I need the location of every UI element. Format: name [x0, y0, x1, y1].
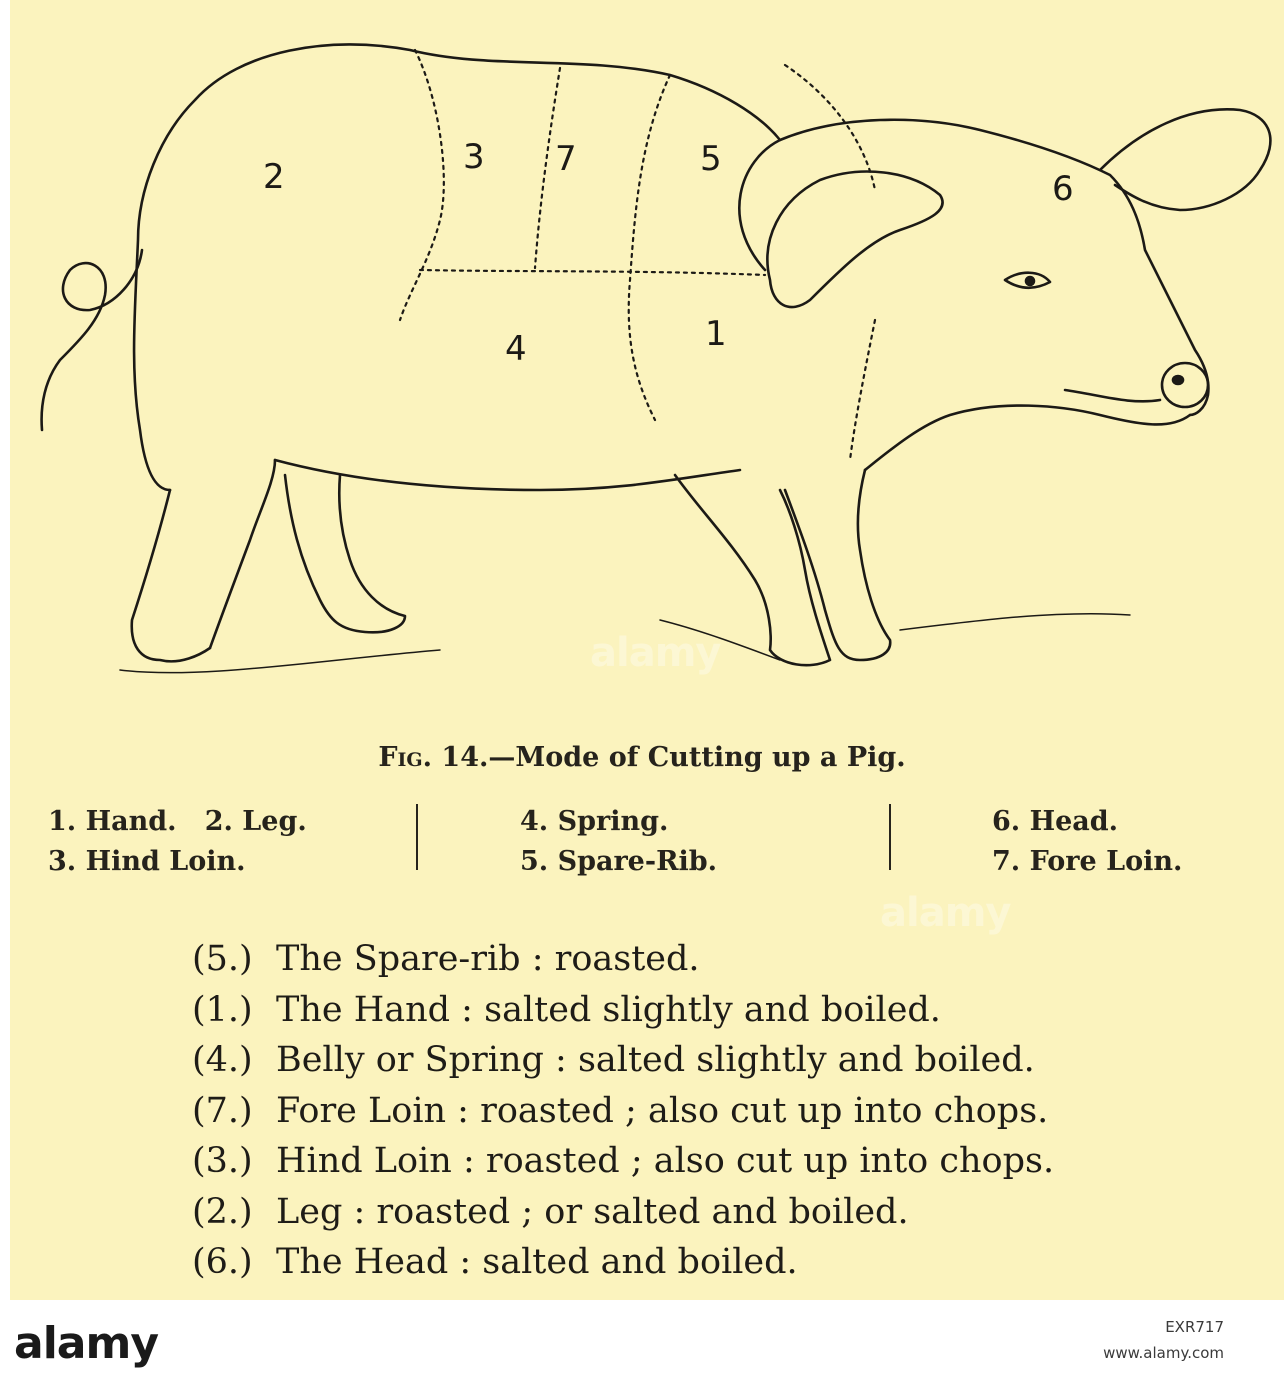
method-number: (3.)	[192, 1141, 253, 1181]
method-number: (1.)	[192, 989, 253, 1030]
cut-line	[400, 50, 444, 320]
stock-photo-footer	[0, 1300, 1284, 1390]
pig-cutting-diagram	[20, 20, 1280, 710]
method-text: Belly or Spring : salted slightly and boiled.	[276, 1040, 1035, 1080]
method-number: (5.)	[192, 939, 253, 979]
figure-title: —Mode of Cutting up a Pig.	[488, 742, 906, 773]
method-text: Hind Loin : roasted ; also cut up into chops.	[276, 1141, 1055, 1181]
figure-caption	[0, 742, 1284, 773]
method-row	[192, 1136, 1054, 1187]
method-number: (2.)	[192, 1191, 253, 1232]
method-number: (4.)	[192, 1040, 253, 1080]
pig-tail	[42, 250, 142, 430]
region-label-1: 1	[705, 314, 727, 354]
legend-divider	[889, 804, 891, 870]
pig-ear	[767, 172, 942, 307]
legend-column-3	[992, 802, 1182, 882]
image-credit	[1103, 1314, 1224, 1366]
alamy-logo: alamy	[14, 1318, 158, 1369]
region-label-7: 7	[555, 139, 577, 179]
region-label-5: 5	[700, 139, 722, 179]
legend-entry: 3. Hind Loin.	[48, 846, 246, 877]
image-id: EXR717	[1165, 1318, 1224, 1336]
method-row	[192, 1035, 1054, 1086]
legend-column-1	[48, 802, 307, 882]
legend-entry: 5. Spare-Rib.	[520, 846, 718, 877]
method-row	[192, 934, 1054, 985]
region-label-4: 4	[505, 329, 527, 369]
legend-column-2	[520, 802, 717, 882]
legend-entry: 1. Hand. 2. Leg.	[48, 806, 307, 837]
method-row	[192, 1086, 1054, 1137]
cooking-methods-list	[192, 934, 1054, 1288]
method-text: Leg : roasted ; or salted and boiled.	[276, 1191, 909, 1232]
method-text: The Hand : salted slightly and boiled.	[276, 989, 941, 1030]
site-url: www.alamy.com	[1103, 1344, 1224, 1362]
pig-body-outline	[134, 44, 780, 490]
watermark: alamy	[590, 630, 721, 676]
method-text: Fore Loin : roasted ; also cut up into chops.	[276, 1090, 1049, 1131]
figure-number: Fig. 14.	[378, 742, 489, 773]
method-row	[192, 1187, 1054, 1238]
legend-divider	[416, 804, 418, 870]
region-label-6: 6	[1052, 169, 1074, 209]
legend-entry: 7. Fore Loin.	[992, 846, 1183, 877]
method-row	[192, 1237, 1054, 1288]
region-label-2: 2	[263, 157, 285, 197]
watermark: alamy	[880, 890, 1011, 936]
method-number: (6.)	[192, 1242, 253, 1282]
legend-entry: 4. Spring.	[520, 806, 669, 837]
region-label-3: 3	[463, 137, 485, 177]
legend-entry: 6. Head.	[992, 806, 1119, 837]
method-number: (7.)	[192, 1090, 253, 1131]
page-edge	[0, 0, 10, 1300]
method-text: The Spare-rib : roasted.	[276, 939, 700, 979]
method-row	[192, 985, 1054, 1036]
method-text: The Head : salted and boiled.	[276, 1242, 798, 1282]
